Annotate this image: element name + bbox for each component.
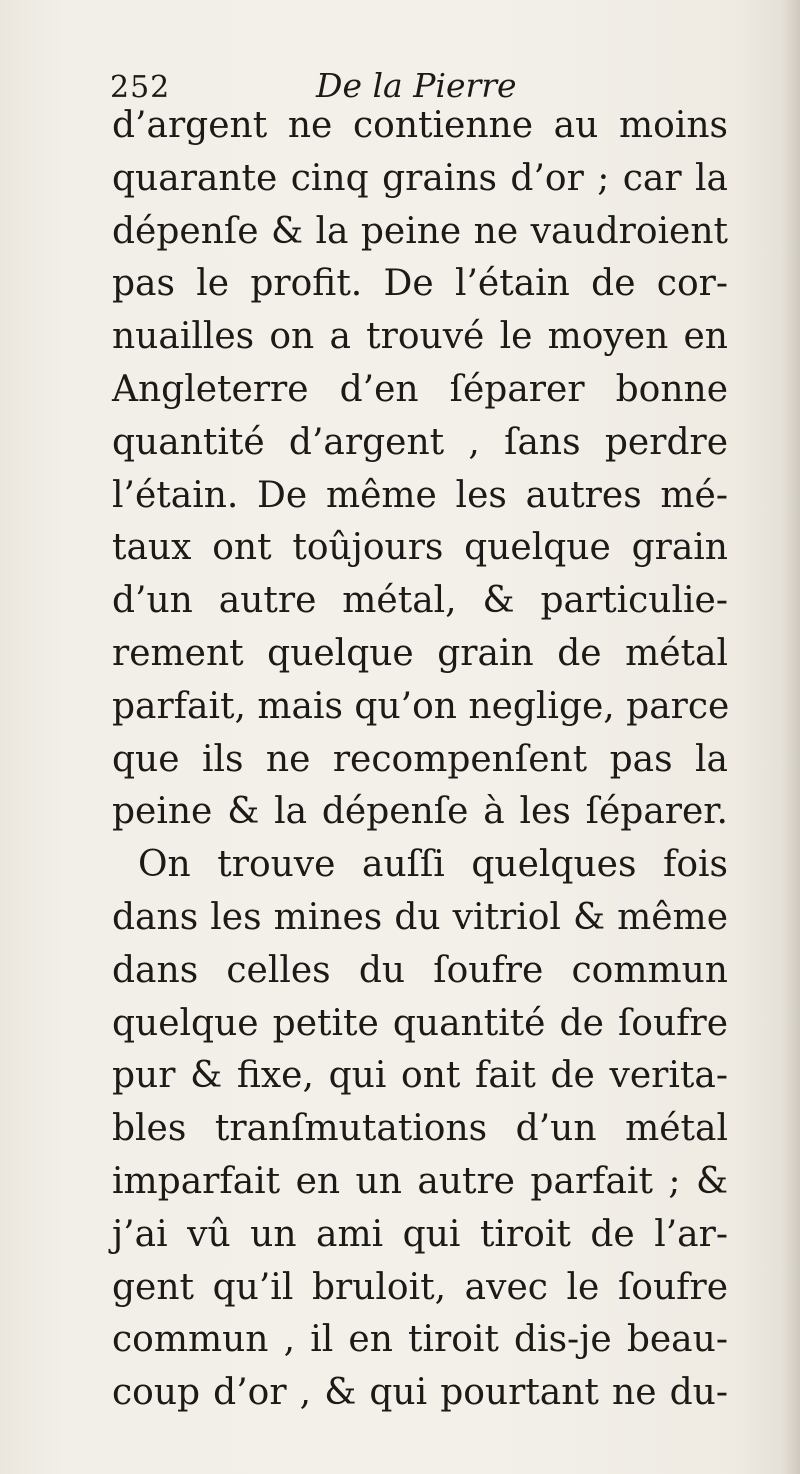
text-line: d’un autre métal, & particulie-: [112, 580, 728, 622]
text-line: taux ont toûjours quelque grain: [112, 527, 728, 569]
text-line: pur & fixe, qui ont fait de verita-: [112, 1055, 728, 1097]
text-line: imparfait en un autre parfait ; &: [112, 1160, 728, 1202]
text-line: dans les mines du vitriol & même: [112, 896, 728, 938]
text-line: dépenſe & la peine ne vaudroient: [112, 210, 728, 252]
text-line: d’argent ne contienne au moins: [112, 105, 728, 146]
text-line: quantité d’argent , ſans perdre: [112, 421, 728, 463]
text-line: On trouve auſſi quelques fois: [138, 844, 728, 886]
page-number: 252: [110, 70, 171, 105]
text-line: nuailles on a trouvé le moyen en: [112, 316, 728, 358]
text-line: dans celles du ſoufre commun: [112, 949, 728, 991]
text-line: gent qu’il bruloit, avec le ſoufre: [112, 1266, 728, 1308]
page-edge-shadow: [782, 0, 800, 1474]
text-line: l’étain. De même les autres mé-: [112, 474, 728, 516]
text-line: coup d’or , & qui pourtant ne du-: [112, 1372, 728, 1414]
text-line: bles tranſmutations d’un métal: [112, 1108, 728, 1150]
text-line: peine & la dépenſe à les ſéparer.: [112, 791, 728, 833]
text-line: pas le profit. De l’étain de cor-: [112, 263, 728, 305]
running-title: De la Pierre: [316, 66, 517, 105]
body-text: [112, 100, 728, 1420]
text-line: que ils ne recompenſent pas la: [112, 738, 728, 780]
text-line: parfait, mais qu’on neglige, parce: [112, 685, 730, 727]
text-line: commun , il en tiroit dis-je beau-: [112, 1319, 728, 1361]
text-line: Angleterre d’en ſéparer bonne: [112, 368, 728, 410]
text-line: quelque petite quantité de ſoufre: [112, 1002, 728, 1044]
text-line: rement quelque grain de métal: [112, 632, 728, 674]
text-line: j’ai vû un ami qui tiroit de l’ar-: [112, 1213, 728, 1255]
text-line: quarante cinq grains d’or ; car la: [112, 157, 728, 199]
